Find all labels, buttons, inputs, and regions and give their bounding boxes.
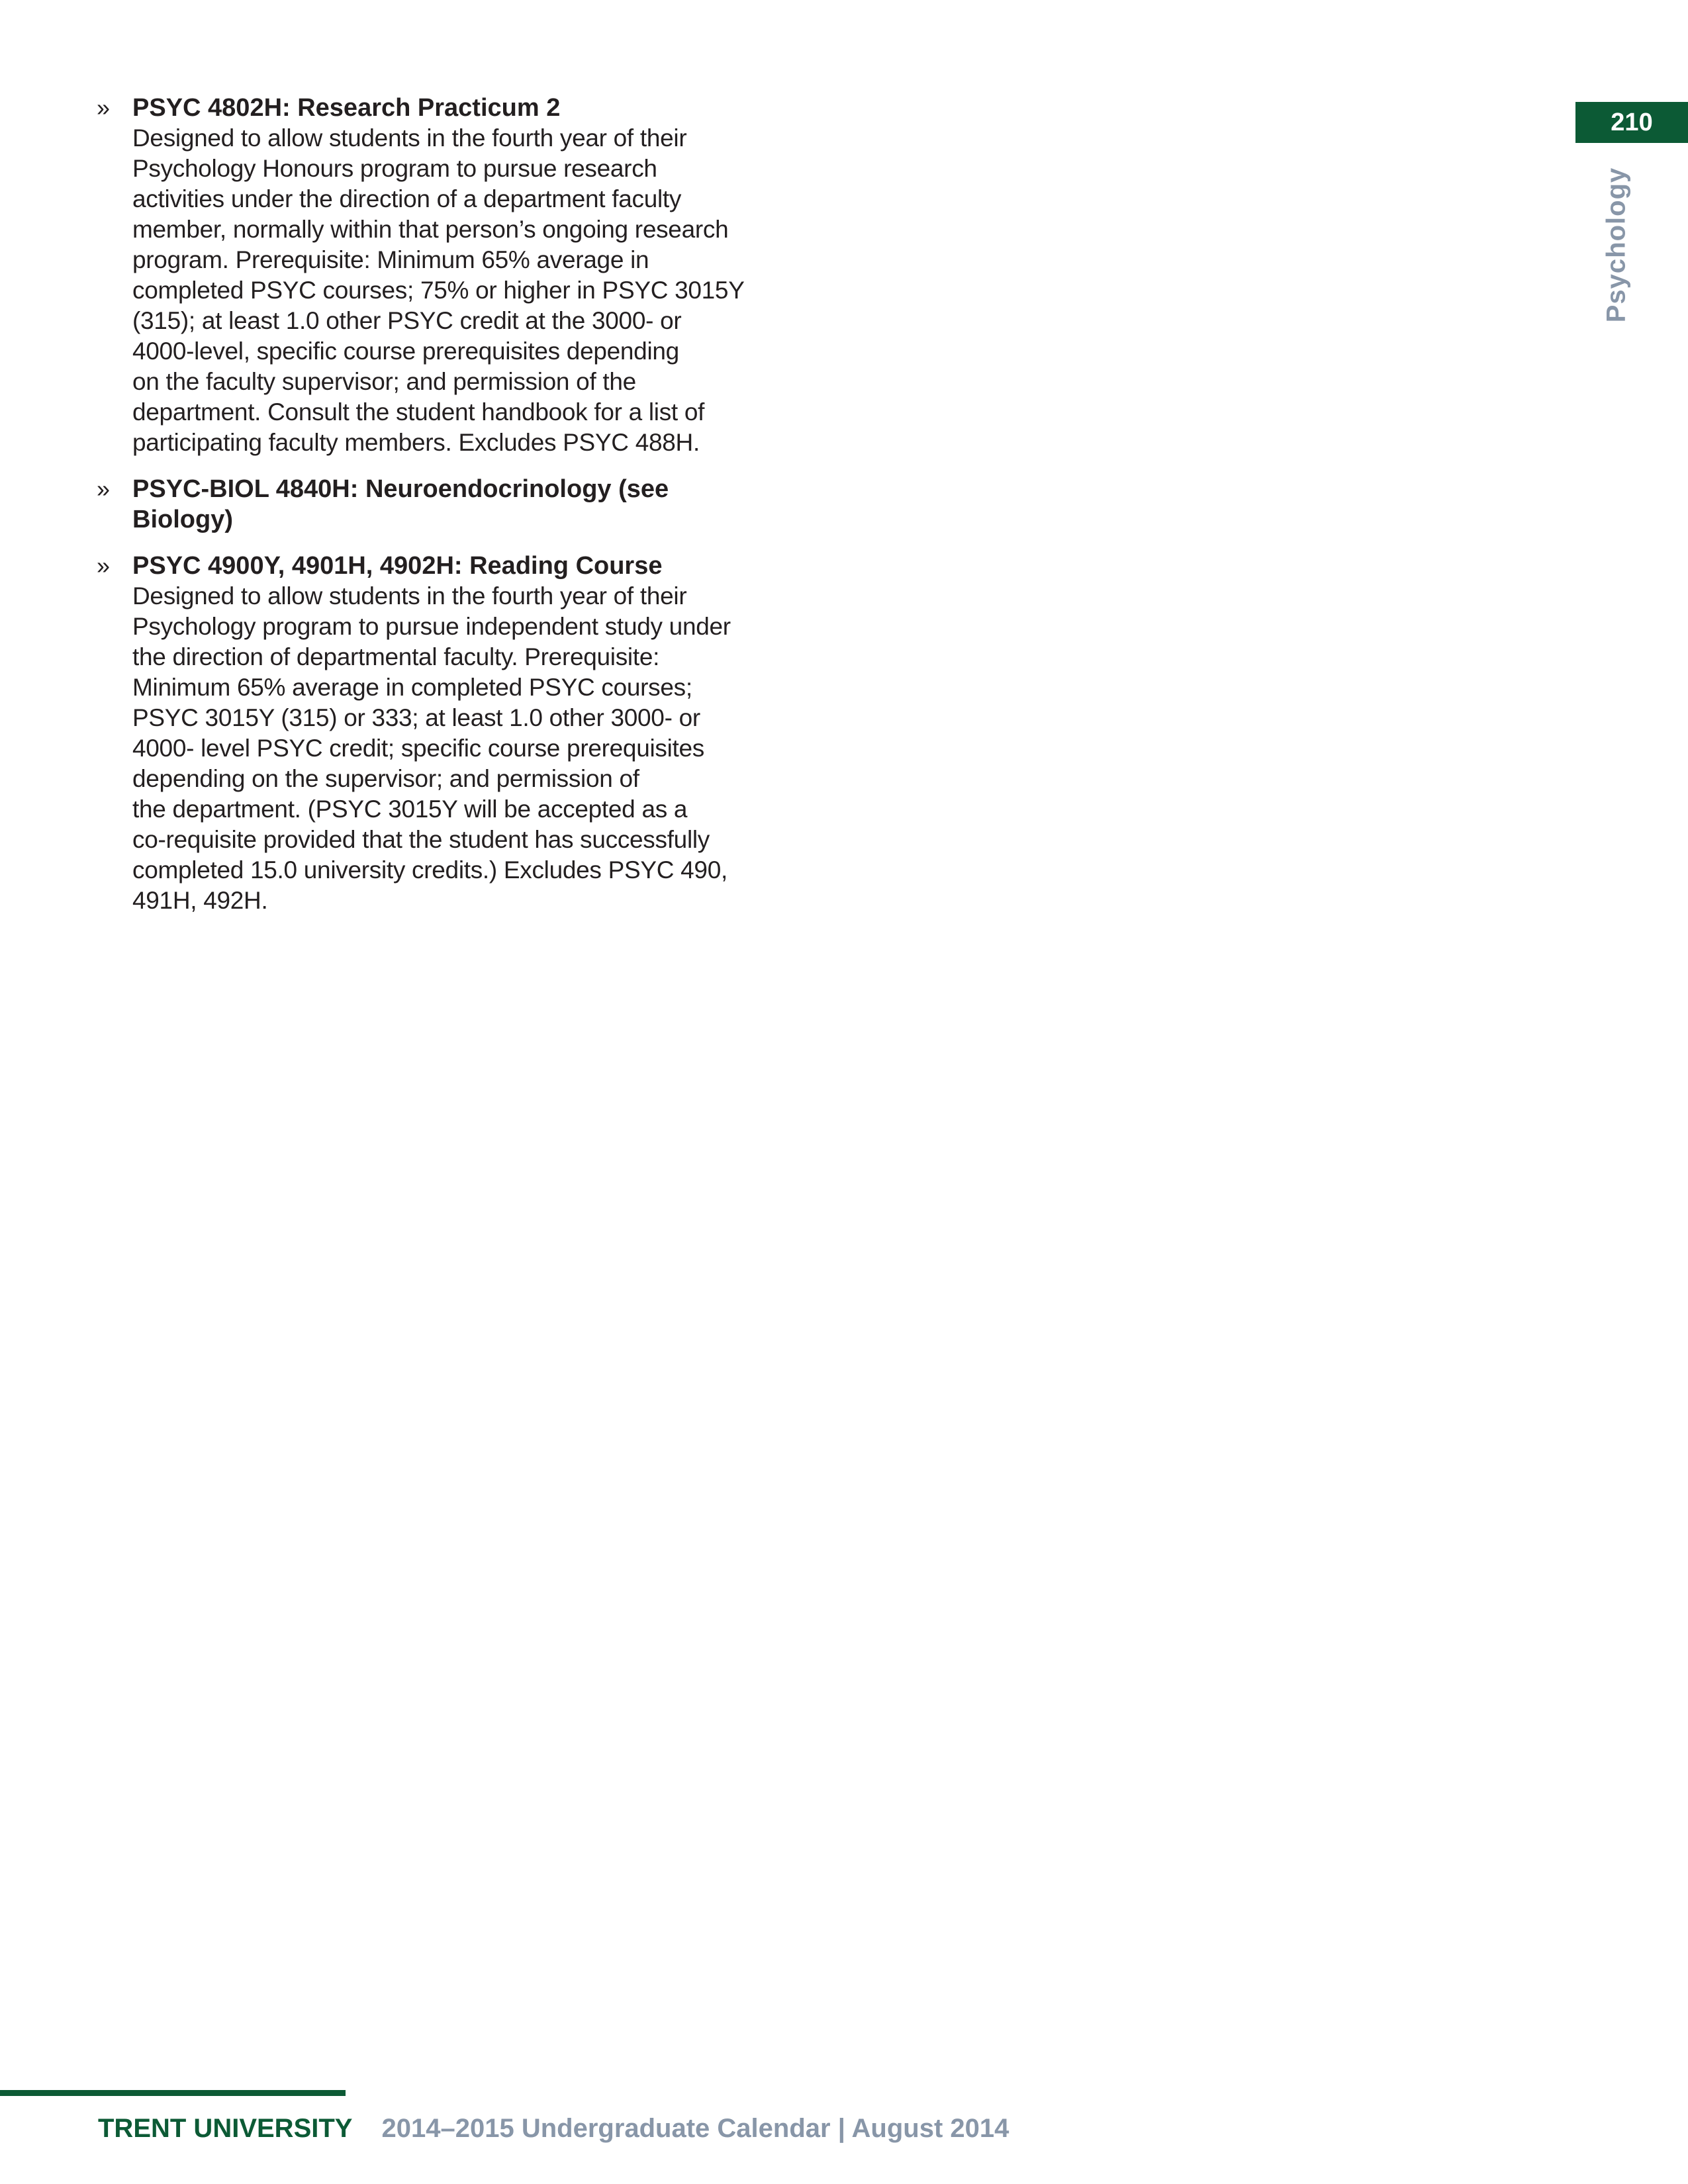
description-line: 4000- level PSYC credit; specific course prerequisites bbox=[132, 735, 704, 762]
description-line: department. Consult the student handbook for a list of bbox=[132, 398, 705, 426]
description-line: participating faculty members. Excludes PSYC 488H. bbox=[132, 429, 700, 456]
footer-university-name: TRENT UNIVERSITY bbox=[98, 2113, 353, 2143]
course-list bbox=[93, 93, 834, 932]
course-description bbox=[132, 123, 834, 458]
title-line: Biology) bbox=[132, 506, 233, 533]
course-title: PSYC 4802H: Research Practicum 2 bbox=[132, 94, 561, 122]
course-entry-psyc-biol-4840h bbox=[93, 474, 834, 535]
course-entry-psyc-4802h bbox=[93, 93, 834, 458]
description-line: activities under the direction of a department faculty bbox=[132, 185, 682, 212]
course-body bbox=[132, 551, 834, 916]
course-title bbox=[132, 474, 834, 535]
description-line: (315); at least 1.0 other PSYC credit at the 3000- or bbox=[132, 307, 682, 334]
course-entry-psyc-4900y bbox=[93, 551, 834, 916]
description-line: the direction of departmental faculty. Prerequisite: bbox=[132, 643, 660, 670]
description-line: on the faculty supervisor; and permission of the bbox=[132, 368, 636, 395]
page-number: 210 bbox=[1575, 102, 1688, 143]
bullet-glyph: » bbox=[97, 552, 111, 579]
footer bbox=[98, 2111, 1009, 2146]
description-line: Psychology Honours program to pursue research bbox=[132, 155, 657, 182]
description-line: Designed to allow students in the fourth year of their bbox=[132, 582, 687, 610]
title-line: PSYC-BIOL 4840H: Neuroendocrinology (see bbox=[132, 475, 669, 503]
description-line: co-requisite provided that the student has successfully bbox=[132, 826, 710, 853]
course-description bbox=[132, 581, 834, 916]
section-label-container bbox=[1570, 165, 1663, 324]
description-line: depending on the supervisor; and permission of bbox=[132, 765, 639, 792]
description-line: PSYC 3015Y (315) or 333; at least 1.0 other 3000- or bbox=[132, 704, 700, 731]
course-body bbox=[132, 474, 834, 535]
description-line: program. Prerequisite: Minimum 65% average in bbox=[132, 246, 649, 273]
description-line: 4000-level, specific course prerequisites depending bbox=[132, 338, 679, 365]
description-line: Psychology program to pursue independent study under bbox=[132, 613, 731, 640]
course-body bbox=[132, 93, 834, 458]
description-line: completed PSYC courses; 75% or higher in PSYC 3015Y bbox=[132, 277, 745, 304]
description-line: member, normally within that person’s ongoing research bbox=[132, 216, 729, 243]
footer-rule bbox=[0, 2090, 346, 2096]
bullet-glyph: » bbox=[97, 475, 111, 502]
description-line: the department. (PSYC 3015Y will be accepted as a bbox=[132, 796, 688, 823]
description-line: completed 15.0 university credits.) Excludes PSYC 490, bbox=[132, 856, 727, 884]
footer-calendar-title: 2014–2015 Undergraduate Calendar | August 2014 bbox=[381, 2113, 1009, 2143]
section-label: Psychology bbox=[1601, 167, 1631, 323]
description-line: 491H, 492H. bbox=[132, 887, 268, 914]
description-line: Designed to allow students in the fourth year of their bbox=[132, 124, 687, 152]
bullet-glyph: » bbox=[97, 94, 111, 121]
course-title: PSYC 4900Y, 4901H, 4902H: Reading Course bbox=[132, 552, 663, 580]
description-line: Minimum 65% average in completed PSYC courses; bbox=[132, 674, 692, 701]
